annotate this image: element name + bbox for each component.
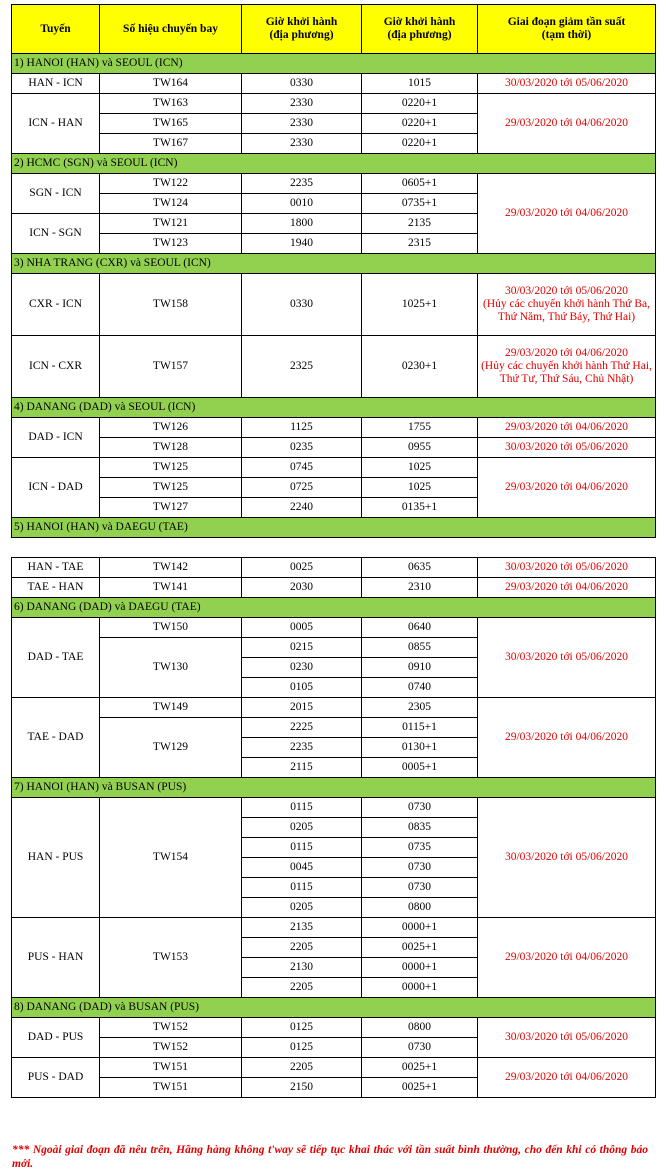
table-cell: TW121 (100, 214, 242, 234)
table-cell: 2150 (242, 1078, 362, 1098)
section-row (12, 778, 656, 798)
table-cell: 2235 (242, 738, 362, 758)
table-row (12, 274, 656, 336)
table-cell: 29/03/2020 tới 04/06/2020 (478, 94, 656, 154)
table-row (12, 1018, 656, 1038)
table-cell: TW122 (100, 174, 242, 194)
table-cell: 0215 (242, 638, 362, 658)
table-cell: 2015 (242, 698, 362, 718)
table-cell: 2) HCMC (SGN) và SEOUL (ICN) (12, 154, 656, 174)
table-cell: 0605+1 (362, 174, 478, 194)
table-cell: 0725 (242, 478, 362, 498)
table-cell: 6) DANANG (DAD) và DAEGU (TAE) (12, 598, 656, 618)
table-cell: 0010 (242, 194, 362, 214)
table-row (12, 1058, 656, 1078)
table-cell: 0115 (242, 838, 362, 858)
table-row (12, 918, 656, 938)
table-cell: ICN - SGN (12, 214, 100, 254)
table-cell: TW154 (100, 798, 242, 918)
table-cell: 1015 (362, 74, 478, 94)
table-row (12, 94, 656, 114)
table-cell: HAN - PUS (12, 798, 100, 918)
table-cell: 2115 (242, 758, 362, 778)
table-cell: 0000+1 (362, 958, 478, 978)
table-cell: 0910 (362, 658, 478, 678)
table-cell: TW151 (100, 1058, 242, 1078)
table-cell: 0735 (362, 838, 478, 858)
table-row (12, 698, 656, 718)
period-with-note: 30/03/2020 tới 05/06/2020 (Hủy các chuyến khởi hành Thứ Ba, Thứ Năm, Thứ Bảy, Thứ Hai) (478, 274, 656, 336)
table-cell: 2330 (242, 114, 362, 134)
table-cell: 29/03/2020 tới 04/06/2020 (478, 918, 656, 998)
table-cell: 0730 (362, 798, 478, 818)
table-cell: 29/03/2020 tới 04/06/2020 (478, 174, 656, 254)
table-cell: 0330 (242, 74, 362, 94)
table-cell: 2205 (242, 938, 362, 958)
section-row (12, 398, 656, 418)
table-cell: 2135 (242, 918, 362, 938)
table-cell: 0230 (242, 658, 362, 678)
table-cell: 2205 (242, 978, 362, 998)
table-cell: 0730 (362, 858, 478, 878)
table-cell: TW142 (100, 558, 242, 578)
table-cell: 2240 (242, 498, 362, 518)
table-cell: TW126 (100, 418, 242, 438)
table-cell: 0855 (362, 638, 478, 658)
table-row (12, 618, 656, 638)
table-cell: 29/03/2020 tới 04/06/2020 (478, 1058, 656, 1098)
table-cell: 0745 (242, 458, 362, 478)
table-cell: 0045 (242, 858, 362, 878)
table-cell: 2315 (362, 234, 478, 254)
table-cell: 0205 (242, 898, 362, 918)
table-cell: 0025 (242, 558, 362, 578)
table-row (12, 438, 656, 458)
table-cell: 29/03/2020 tới 04/06/2020 (478, 698, 656, 778)
table-row (12, 458, 656, 478)
table-cell: 2030 (242, 578, 362, 598)
table-cell: TW167 (100, 134, 242, 154)
table-cell: TW124 (100, 194, 242, 214)
table-cell: 30/03/2020 tới 05/06/2020 (478, 1018, 656, 1058)
table-row (12, 558, 656, 578)
table-cell: 0205 (242, 818, 362, 838)
table-row (12, 336, 656, 398)
table-cell: TW157 (100, 336, 242, 398)
table-cell: 29/03/2020 tới 04/06/2020 (478, 418, 656, 438)
table-cell: DAD - TAE (12, 618, 100, 698)
table-cell: TAE - HAN (12, 578, 100, 598)
table-cell: 0800 (362, 1018, 478, 1038)
table-cell: 1940 (242, 234, 362, 254)
table-cell: TW158 (100, 274, 242, 336)
header-route: Tuyến (12, 5, 100, 54)
table-cell: 1) HANOI (HAN) và SEOUL (ICN) (12, 54, 656, 74)
table-header-row (12, 5, 656, 54)
header-period: Giai đoạn giảm tần suất (tạm thời) (478, 5, 656, 54)
table-cell: 0800 (362, 898, 478, 918)
table-cell: SGN - ICN (12, 174, 100, 214)
table-cell: 0955 (362, 438, 478, 458)
table-cell: 30/03/2020 tới 05/06/2020 (478, 74, 656, 94)
table-cell: 2330 (242, 134, 362, 154)
schedule-table-part-2 (11, 557, 656, 1098)
table-row (12, 74, 656, 94)
table-cell: 7) HANOI (HAN) và BUSAN (PUS) (12, 778, 656, 798)
table-cell: 29/03/2020 tới 04/06/2020 (478, 578, 656, 598)
table-cell: 2325 (242, 336, 362, 398)
table-cell: 0730 (362, 1038, 478, 1058)
table-cell: TW128 (100, 438, 242, 458)
table-cell: 4) DANANG (DAD) và SEOUL (ICN) (12, 398, 656, 418)
table-cell: 0640 (362, 618, 478, 638)
footnote: *** Ngoài giai đoạn đã nêu trên, Hãng hàng không t'way sẽ tiếp tục khai thác với tần suất bình thường, cho đến khi có thông báo mới. (12, 1144, 648, 1170)
table-cell: TW164 (100, 74, 242, 94)
table-cell: 1025 (362, 458, 478, 478)
table-cell: TW152 (100, 1018, 242, 1038)
section-row (12, 254, 656, 274)
table-cell: 30/03/2020 tới 05/06/2020 (478, 798, 656, 918)
table-cell: 3) NHA TRANG (CXR) và SEOUL (ICN) (12, 254, 656, 274)
table-cell: TW153 (100, 918, 242, 998)
table-cell: 0740 (362, 678, 478, 698)
table-cell: PUS - HAN (12, 918, 100, 998)
table-cell: ICN - HAN (12, 94, 100, 154)
table-cell: 0000+1 (362, 918, 478, 938)
schedule-table-part-1 (11, 4, 656, 538)
table-cell: 0835 (362, 818, 478, 838)
table-cell: HAN - ICN (12, 74, 100, 94)
table-cell: 0025+1 (362, 1058, 478, 1078)
table-cell: TW150 (100, 618, 242, 638)
table-cell: 0125 (242, 1018, 362, 1038)
section-row (12, 154, 656, 174)
table-cell: TW130 (100, 638, 242, 698)
table-cell: 0230+1 (362, 336, 478, 398)
table-cell: DAD - PUS (12, 1018, 100, 1058)
table-cell: DAD - ICN (12, 418, 100, 458)
table-cell: 2225 (242, 718, 362, 738)
table-cell: 29/03/2020 tới 04/06/2020 (478, 458, 656, 518)
table-row (12, 418, 656, 438)
table-cell: 0115 (242, 798, 362, 818)
table-cell: 0635 (362, 558, 478, 578)
table-cell: 1755 (362, 418, 478, 438)
table-cell: 2135 (362, 214, 478, 234)
table-cell: TW125 (100, 478, 242, 498)
table-cell: ICN - DAD (12, 458, 100, 518)
table-cell: 0130+1 (362, 738, 478, 758)
table-cell: 1800 (242, 214, 362, 234)
table-cell: ICN - CXR (12, 336, 100, 398)
table-cell: 0235 (242, 438, 362, 458)
table-cell: 0735+1 (362, 194, 478, 214)
table-cell: TW123 (100, 234, 242, 254)
table-cell: TW163 (100, 94, 242, 114)
table-cell: PUS - DAD (12, 1058, 100, 1098)
table-cell: 0330 (242, 274, 362, 336)
table-cell: TW165 (100, 114, 242, 134)
table-row (12, 174, 656, 194)
header-arrival: Giờ khởi hành (địa phương) (362, 5, 478, 54)
table-cell: TW152 (100, 1038, 242, 1058)
table-cell: 5) HANOI (HAN) và DAEGU (TAE) (12, 518, 656, 538)
table-cell: 0220+1 (362, 114, 478, 134)
table-cell: 1025 (362, 478, 478, 498)
table-cell: 2205 (242, 1058, 362, 1078)
table-row (12, 578, 656, 598)
header-departure: Giờ khởi hành (địa phương) (242, 5, 362, 54)
table-cell: 0730 (362, 878, 478, 898)
table-cell: CXR - ICN (12, 274, 100, 336)
table-cell: 0125 (242, 1038, 362, 1058)
table-row (12, 798, 656, 818)
table-cell: 1125 (242, 418, 362, 438)
period-with-note: 29/03/2020 tới 04/06/2020 (Hủy các chuyến khởi hành Thứ Hai, Thứ Tư, Thứ Sáu, Chủ Nhật) (478, 336, 656, 398)
table-cell: TW151 (100, 1078, 242, 1098)
table-cell: TW125 (100, 458, 242, 478)
table-cell: TW127 (100, 498, 242, 518)
table-cell: 0025+1 (362, 1078, 478, 1098)
table-cell: HAN - TAE (12, 558, 100, 578)
section-row (12, 54, 656, 74)
table-cell: TW129 (100, 718, 242, 778)
section-row (12, 518, 656, 538)
table-cell: 0115+1 (362, 718, 478, 738)
table-cell: 30/03/2020 tới 05/06/2020 (478, 438, 656, 458)
table-cell: 0005+1 (362, 758, 478, 778)
table-cell: 30/03/2020 tới 05/06/2020 (478, 558, 656, 578)
table-cell: 0220+1 (362, 134, 478, 154)
table-cell: 30/03/2020 tới 05/06/2020 (478, 618, 656, 698)
table-cell: 8) DANANG (DAD) và BUSAN (PUS) (12, 998, 656, 1018)
section-row (12, 598, 656, 618)
table-cell: 0005 (242, 618, 362, 638)
table-cell: TAE - DAD (12, 698, 100, 778)
table-cell: 1025+1 (362, 274, 478, 336)
table-cell: 0220+1 (362, 94, 478, 114)
table-cell: 2330 (242, 94, 362, 114)
header-flight: Số hiệu chuyến bay (100, 5, 242, 54)
table-cell: TW149 (100, 698, 242, 718)
table-cell: 2305 (362, 698, 478, 718)
table-cell: TW141 (100, 578, 242, 598)
table-cell: 0025+1 (362, 938, 478, 958)
table-cell: 0115 (242, 878, 362, 898)
table-cell: 2235 (242, 174, 362, 194)
table-cell: 0105 (242, 678, 362, 698)
section-row (12, 998, 656, 1018)
table-cell: 0135+1 (362, 498, 478, 518)
table-cell: 2130 (242, 958, 362, 978)
table-cell: 0000+1 (362, 978, 478, 998)
table-cell: 2310 (362, 578, 478, 598)
